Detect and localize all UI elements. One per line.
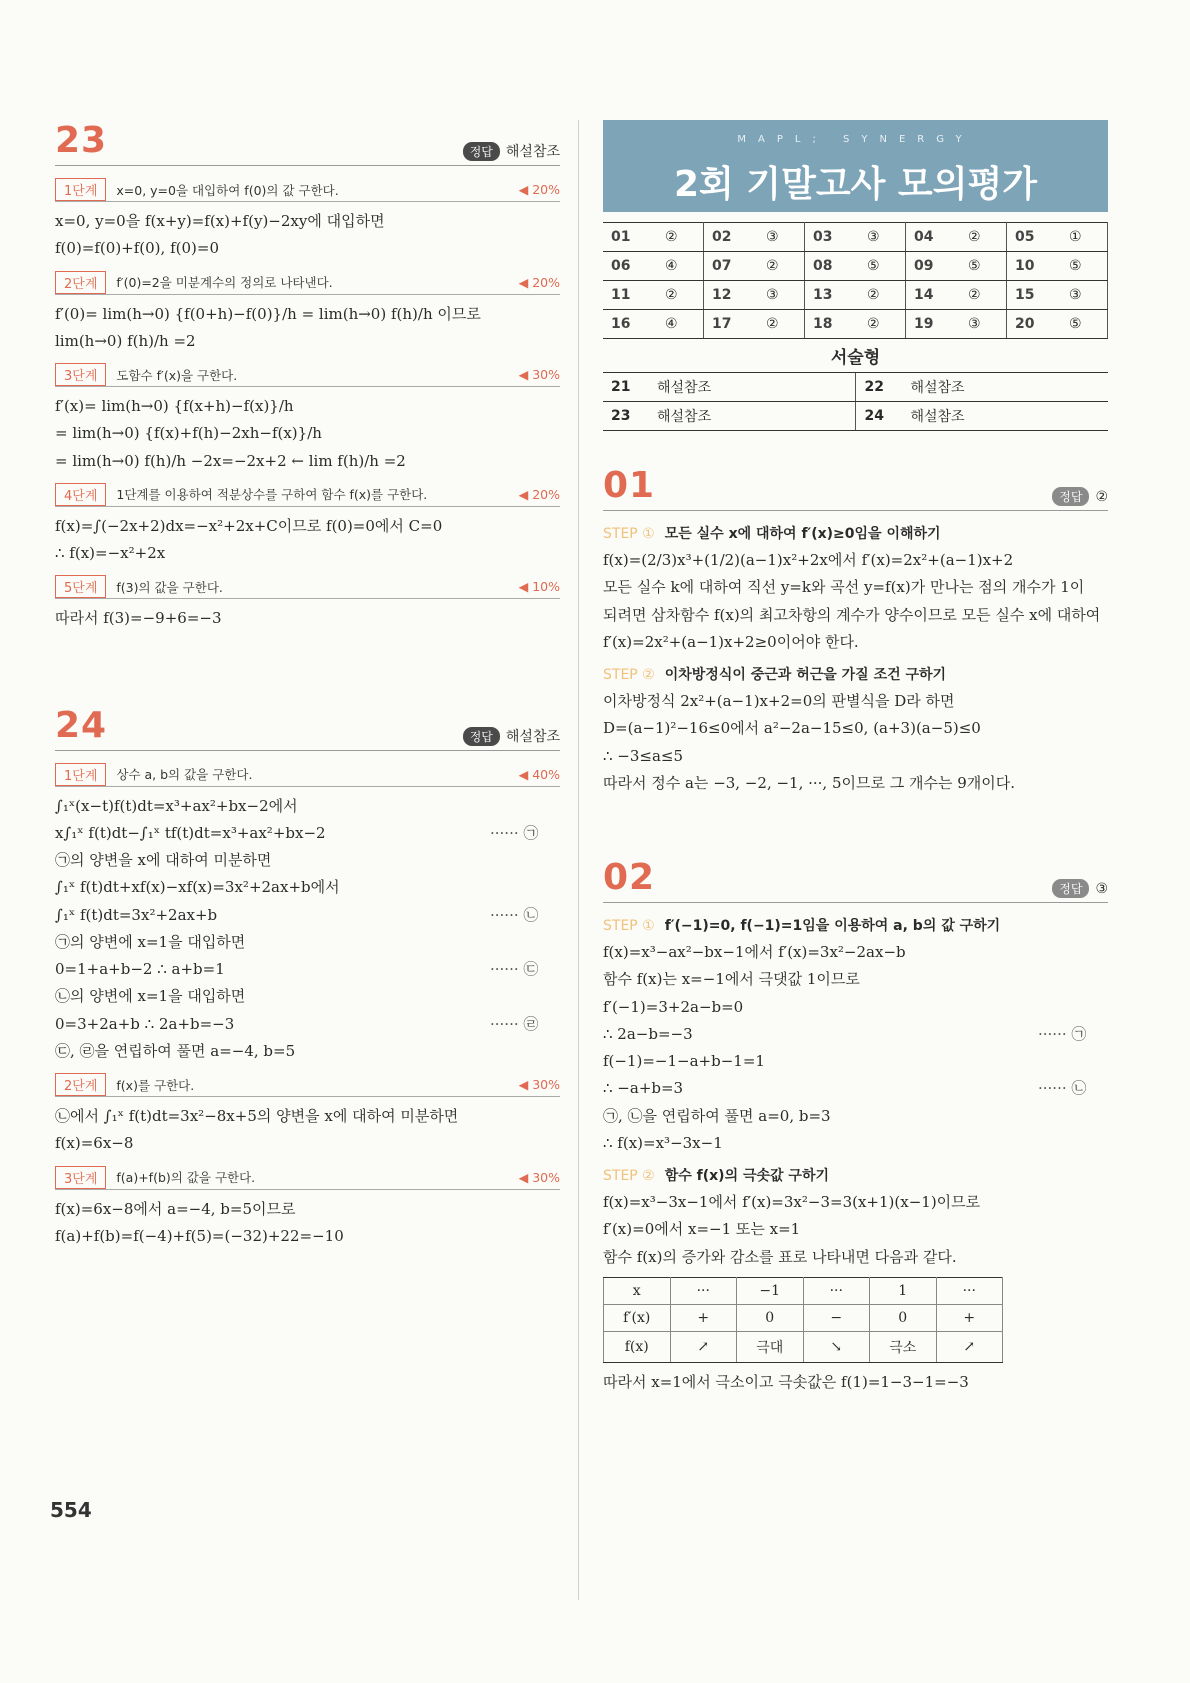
answer-text: ② (1095, 489, 1108, 505)
question-answer: ① (1061, 223, 1108, 252)
solution-line (603, 1105, 1108, 1128)
step-body (603, 690, 1108, 795)
question-number: 17 (704, 310, 759, 339)
equation-text: f(x)=6x−8에서 a=−4, b=5이므로 (55, 1199, 296, 1218)
step-row (55, 271, 560, 295)
question-number: 16 (603, 310, 657, 339)
answer-row (603, 281, 1108, 310)
step-label: 2단계 (55, 1073, 106, 1096)
solution-line (55, 1225, 560, 1248)
essay-row (603, 373, 1108, 402)
question-number: 23 (603, 402, 649, 431)
step-heading (603, 523, 1108, 543)
answer-text: ③ (1095, 881, 1108, 897)
solution-line: ∴ −3≤a≤5 (603, 746, 684, 765)
solution-line: f(0)=f(0)+f(0), f(0)=0 (55, 239, 219, 258)
answer-text: 해설참조 (505, 728, 560, 745)
sign-cell: ↗ (936, 1331, 1003, 1362)
sign-cell: −1 (737, 1277, 804, 1304)
step-tag: STEP ① (603, 918, 655, 934)
solution-line (55, 1198, 560, 1221)
equation-text: ㉠의 양변을 x에 대하여 미분하면 (55, 851, 272, 869)
question-number: 07 (704, 252, 759, 281)
equation-tag (1038, 1050, 1108, 1073)
step-percent: ◀ 20% (518, 486, 560, 502)
question-answer: ⑤ (1061, 252, 1108, 281)
step-description: x=0, y=0을 대입하여 f(0)의 값 구한다. (116, 182, 339, 198)
question-answer: 해설참조 (902, 402, 1108, 431)
sign-row (604, 1304, 1003, 1331)
solution-line: f′(x)=0에서 x=−1 또는 x=1 (603, 1220, 801, 1239)
sign-cell: x (604, 1277, 671, 1304)
step-description: 1단계를 이용하여 적분상수를 구하여 함수 f(x)를 구한다. (116, 487, 428, 503)
sign-cell: ··· (936, 1277, 1003, 1304)
step-label: 2단계 (55, 271, 106, 294)
equation-tag (490, 931, 560, 954)
equation-tag: ······ ㉡ (1038, 1079, 1087, 1098)
equation-tag (490, 876, 560, 899)
question-number: 10 (1007, 252, 1062, 281)
step-heading (603, 1165, 1108, 1185)
solution-line: f′(0)= lim(h→0) {f(0+h)−f(0)}/h = lim(h→0) f(h)/h 이므로 (55, 304, 481, 323)
equation-text: f(a)+f(b)=f(−4)+f(5)=(−32)+22=−10 (55, 1226, 344, 1245)
sign-cell: f′(x) (604, 1304, 671, 1331)
solution-line: f(x)=(2/3)x³+(1/2)(a−1)x²+2x에서 f′(x)=2x²+(a−1)x+2 (603, 551, 1014, 569)
solution-line: f(x)=x³−3x−1에서 f′(x)=3x²−3=3(x+1)(x−1)이므로 (603, 1193, 981, 1211)
question-answer: ④ (657, 252, 704, 281)
solution-line (603, 996, 1108, 1019)
solution-line: f(x)=∫(−2x+2)dx=−x²+2x+C이므로 f(0)=0에서 C=0 (55, 516, 443, 535)
step-percent: ◀ 30% (518, 1169, 560, 1185)
question-answer: ③ (1061, 281, 1108, 310)
question-answer: ② (758, 252, 805, 281)
problem-number: 01 (603, 465, 656, 506)
equation-text: x∫₁ˣ f(t)dt−∫₁ˣ tf(t)dt=x³+ax²+bx−2 (55, 823, 326, 842)
equation-text: 함수 f(x)는 x=−1에서 극댓값 1이므로 (603, 970, 860, 989)
step-description: f(a)+f(b)의 값을 구한다. (116, 1170, 256, 1185)
equation-text: ㉠, ㉡을 연립하여 풀면 a=0, b=3 (603, 1106, 831, 1125)
step-label: 4단계 (55, 483, 106, 506)
answer-text: 해설참조 (505, 144, 560, 160)
solution-line (603, 968, 1108, 991)
question-answer: ② (657, 281, 704, 310)
page-number: 554 (50, 1498, 92, 1522)
question-answer: ② (758, 310, 805, 339)
banner-title: 2회 기말고사 모의평가 (673, 164, 1038, 205)
question-number: 21 (603, 373, 649, 402)
left-column (55, 120, 560, 1252)
answer-badge: 정답 (1052, 879, 1089, 898)
step-row (55, 763, 560, 787)
solution-line: lim(h→0) f(h)/h =2 (55, 331, 196, 350)
step-title: 이차방정식이 중근과 허근을 가질 조건 구하기 (664, 667, 947, 683)
step-tag: STEP ② (603, 1168, 655, 1184)
equation-text: ㉡에서 ∫₁ˣ f(t)dt=3x²−8x+5의 양변을 x에 대하여 미분하면 (55, 1107, 459, 1125)
equation-tag (490, 1198, 560, 1221)
step-percent: ◀ 30% (518, 1077, 560, 1092)
solution-line (55, 1132, 560, 1155)
question-answer: ③ (758, 223, 805, 252)
step-body (603, 1191, 1108, 1269)
equation-text: ∴ f(x)=x³−3x−1 (603, 1133, 723, 1152)
question-number: 03 (805, 223, 860, 252)
equation-text: ㉠의 양변에 x=1을 대입하면 (55, 932, 246, 951)
step-percent: ◀ 20% (518, 182, 560, 197)
solution-line (55, 822, 560, 845)
question-number: 14 (906, 281, 961, 310)
problem-23-header (55, 120, 560, 166)
question-number: 04 (906, 223, 961, 252)
equation-text: ∫₁ˣ f(t)dt=3x²+2ax+b (55, 905, 218, 924)
solution-line (55, 931, 560, 954)
solution-line: ∴ f(x)=−x²+2x (55, 544, 166, 562)
problem-number: 23 (55, 120, 108, 161)
step-percent: ◀ 20% (518, 274, 560, 290)
answer-badge: 정답 (1052, 487, 1089, 506)
sign-cell: ··· (803, 1277, 870, 1304)
step-title: 모든 실수 x에 대하여 f′(x)≥0임을 이해하기 (664, 526, 941, 542)
essay-row (603, 402, 1108, 431)
right-column (603, 120, 1108, 1398)
question-answer: ② (657, 223, 704, 252)
question-answer: ③ (859, 223, 906, 252)
answer-row (603, 223, 1108, 252)
equation-tag: ······ ㉡ (490, 905, 539, 924)
equation-tag (490, 1040, 560, 1063)
step-label: 1단계 (55, 763, 106, 786)
equation-text: ∫₁ˣ(x−t)f(t)dt=x³+ax²+bx−2에서 (55, 796, 298, 815)
solution-line (55, 1105, 560, 1128)
equation-text: f′(−1)=3+2a−b=0 (603, 997, 744, 1016)
answer-row (603, 252, 1108, 281)
answer-badge: 정답 (463, 142, 500, 161)
step-heading (603, 915, 1108, 935)
solution-line (55, 876, 560, 899)
solution-line (55, 795, 560, 818)
equation-text: f(−1)=−1−a+b−1=1 (603, 1052, 765, 1070)
solution-line: x=0, y=0을 f(x+y)=f(x)+f(y)−2xy에 대입하면 (55, 212, 385, 230)
solution-line (603, 1050, 1108, 1073)
solution-line: f′(x)=2x²+(a−1)x+2≥0이어야 한다. (603, 632, 859, 651)
sign-cell: ↗ (670, 1331, 737, 1362)
equation-tag: ······ ㉠ (490, 823, 539, 842)
step-title: 함수 f(x)의 극솟값 구하기 (664, 1168, 829, 1184)
solution-line (55, 904, 560, 927)
solution-line (55, 985, 560, 1008)
equation-tag: ······ ㉠ (1038, 1024, 1087, 1043)
question-answer: ② (960, 281, 1007, 310)
solution-line: 되려면 삼차함수 f(x)의 최고차항의 계수가 양수이므로 모든 실수 x에 대하여 (603, 605, 1101, 624)
step-heading (603, 664, 1108, 684)
answer-label (463, 726, 560, 746)
question-number: 02 (704, 223, 759, 252)
solution-line: f′(x)= lim(h→0) {f(x+h)−f(x)}/h (55, 397, 294, 415)
sign-table (603, 1277, 1003, 1363)
question-answer: ② (960, 223, 1007, 252)
question-number: 15 (1007, 281, 1062, 310)
equation-tag: ······ ㉣ (490, 1014, 539, 1033)
answer-label (463, 141, 560, 161)
equation-text: f(x)=x³−ax²−bx−1에서 f′(x)=3x²−2ax−b (603, 943, 906, 961)
step-label: 5단계 (55, 575, 106, 598)
equation-text: ∴ −a+b=3 (603, 1079, 684, 1098)
sign-cell: + (670, 1304, 737, 1331)
equation-tag (490, 795, 560, 818)
step-body (603, 941, 1108, 1155)
step-label: 1단계 (55, 178, 106, 201)
sign-cell: f(x) (604, 1331, 671, 1362)
solution-line (55, 849, 560, 872)
step-description: 상수 a, b의 값을 구한다. (116, 767, 253, 782)
question-number: 22 (856, 373, 903, 402)
solution-line: = lim(h→0) f(h)/h −2x=−2x+2 ← lim f(h)/h =2 (55, 451, 406, 470)
question-answer: ② (859, 310, 906, 339)
question-answer: ⑤ (859, 252, 906, 281)
step-description: f(x)를 구한다. (116, 1077, 195, 1093)
question-number: 11 (603, 281, 657, 310)
equation-text: 0=3+2a+b ∴ 2a+b=−3 (55, 1014, 235, 1033)
solution-line (55, 1040, 560, 1063)
equation-tag (490, 1105, 560, 1128)
exam-banner (603, 120, 1108, 212)
step-row (55, 1166, 560, 1190)
question-answer: 해설참조 (902, 373, 1108, 402)
step-percent: ◀ 30% (518, 367, 560, 382)
step-body (603, 549, 1108, 654)
question-number: 20 (1007, 310, 1062, 339)
step-tag: STEP ② (603, 667, 655, 683)
question-answer: 해설참조 (649, 402, 856, 431)
problem-01-header (603, 465, 1108, 511)
problem-23-solution (55, 178, 560, 631)
sign-cell: 극대 (737, 1331, 804, 1362)
equation-text: ㉡의 양변에 x=1을 대입하면 (55, 987, 246, 1006)
sign-cell: + (936, 1304, 1003, 1331)
question-answer: ② (859, 281, 906, 310)
step-label: 3단계 (55, 1166, 106, 1189)
sign-cell: 극소 (870, 1331, 937, 1362)
question-number: 12 (704, 281, 759, 310)
solution-line: 이차방정식 2x²+(a−1)x+2=0의 판별식을 D라 하면 (603, 692, 955, 710)
equation-tag (1038, 968, 1108, 991)
equation-text: ㉢, ㉣을 연립하여 풀면 a=−4, b=5 (55, 1041, 296, 1060)
step-title: f′(−1)=0, f(−1)=1임을 이용하여 a, b의 값 구하기 (664, 918, 1001, 934)
column-divider (578, 120, 579, 1600)
sign-cell: 0 (870, 1304, 937, 1331)
question-number: 01 (603, 223, 657, 252)
answer-label (1052, 487, 1108, 506)
equation-tag (490, 849, 560, 872)
question-answer: ③ (960, 310, 1007, 339)
equation-tag: ······ ㉢ (490, 960, 539, 978)
equation-text: ∴ 2a−b=−3 (603, 1024, 693, 1043)
step-description: f(3)의 값을 구한다. (116, 579, 223, 595)
step-percent: ◀ 40% (518, 766, 560, 782)
step-row (55, 178, 560, 202)
essay-title: 서술형 (830, 348, 881, 368)
question-number: 06 (603, 252, 657, 281)
equation-tag (490, 985, 560, 1008)
step-description: f′(0)=2을 미분계수의 정의로 나타낸다. (116, 275, 333, 290)
question-answer: ⑤ (1061, 310, 1108, 339)
step-label: 3단계 (55, 363, 106, 386)
equation-tag (1038, 941, 1108, 964)
equation-text: 0=1+a+b−2 ∴ a+b=1 (55, 960, 225, 978)
sign-cell: ↘ (803, 1331, 870, 1362)
solution-line (603, 941, 1108, 964)
step-percent: ◀ 10% (518, 579, 560, 595)
solution-line (55, 1013, 560, 1036)
question-answer: ④ (657, 310, 704, 339)
question-number: 08 (805, 252, 860, 281)
question-number: 05 (1007, 223, 1062, 252)
problem-number: 02 (603, 857, 656, 898)
question-number: 09 (906, 252, 961, 281)
answer-grid (603, 222, 1108, 339)
sign-row (604, 1331, 1003, 1362)
step-row (55, 363, 560, 387)
sign-cell: − (803, 1304, 870, 1331)
sign-cell: 0 (737, 1304, 804, 1331)
equation-tag (490, 1225, 560, 1248)
problem-number: 24 (55, 704, 108, 746)
step-row (55, 1073, 560, 1097)
equation-tag (1038, 996, 1108, 1019)
sign-cell: ··· (670, 1277, 737, 1304)
solution-line: 따라서 정수 a는 −3, −2, −1, ···, 5이므로 그 개수는 9개이다. (603, 773, 1016, 792)
solution-line: 따라서 f(3)=−9+6=−3 (55, 609, 222, 628)
solution-line: 모든 실수 k에 대하여 직선 y=k와 곡선 y=f(x)가 만나는 점의 개수가 1이 (603, 578, 1085, 597)
step-row (55, 575, 560, 599)
solution-line: 함수 f(x)의 증가와 감소를 표로 나타내면 다음과 같다. (603, 1247, 957, 1266)
equation-tag (1038, 1132, 1108, 1155)
problem-02-header (603, 857, 1108, 903)
solution-line: D=(a−1)²−16≤0에서 a²−2a−15≤0, (a+3)(a−5)≤0 (603, 719, 981, 738)
step-row (55, 483, 560, 507)
answer-badge: 정답 (463, 727, 500, 746)
question-number: 18 (805, 310, 860, 339)
solution-line: = lim(h→0) {f(x)+f(h)−2xh−f(x)}/h (55, 424, 322, 443)
sign-cell: 1 (870, 1277, 937, 1304)
problem-24-header (55, 705, 560, 751)
equation-tag (490, 1132, 560, 1155)
question-number: 24 (856, 402, 903, 431)
solution-line (603, 1023, 1108, 1046)
step-tag: STEP ① (603, 526, 655, 542)
essay-grid (603, 372, 1108, 431)
question-answer: 해설참조 (649, 373, 856, 402)
equation-text: ∫₁ˣ f(t)dt+xf(x)−xf(x)=3x²+2ax+b에서 (55, 878, 340, 897)
answer-row (603, 310, 1108, 339)
step-description: 도함수 f′(x)을 구한다. (116, 367, 238, 383)
sign-row (604, 1277, 1003, 1304)
answer-label (1052, 879, 1108, 898)
question-answer: ⑤ (960, 252, 1007, 281)
equation-tag (1038, 1105, 1108, 1128)
question-answer: ③ (758, 281, 805, 310)
problem-24-solution (55, 763, 560, 1249)
solution-line (55, 958, 560, 981)
equation-text: f(x)=6x−8 (55, 1134, 134, 1153)
question-number: 19 (906, 310, 961, 339)
question-number: 13 (805, 281, 860, 310)
banner-subtitle: MAPL; SYNERGY (737, 134, 974, 145)
solution-line (603, 1077, 1108, 1100)
solution-line (603, 1132, 1108, 1155)
conclusion: 따라서 x=1에서 극소이고 극솟값은 f(1)=1−3−1=−3 (603, 1372, 969, 1391)
